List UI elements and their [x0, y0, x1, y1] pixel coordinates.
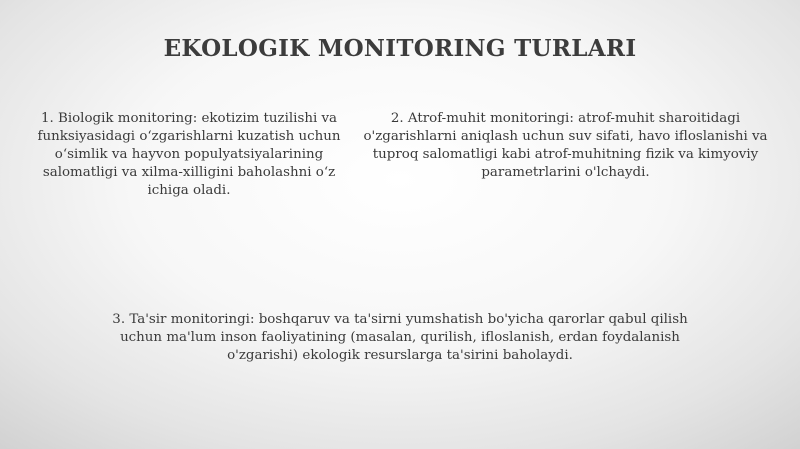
biological-monitoring-text: 1. Biologik monitoring: ekotizim tuzilishi va funksiyasidagi o‘zgarishlarni kuzatish uchun o‘simlik va hayvon populyatsiyalarining salomatligi va xilma-xilligini baholashni o‘z ichiga oladi.: [37, 111, 341, 198]
impact-monitoring-text: 3. Ta'sir monitoringi: boshqaruv va ta'sirni yumshatish bo'yicha qarorlar qabul qilish uchun ma'lum inson faoliyatining (masalan, qurilish, ifloslanish, erdan foydalanish o'zgarishi) ekologik resurslarga ta'sirini baholaydi.: [112, 312, 688, 363]
slide-title: EKOLOGIK MONITORING TURLARI: [163, 35, 637, 62]
environmental-monitoring-text: 2. Atrof-muhit monitoringi: atrof-muhit sharoitidagi o'zgarishlarni aniqlash uchun suv sifati, havo ifloslanishi va tuproq salomatligi kabi atrof-muhitning fizik va kimyoviy parametrlarini o'lchaydi.: [363, 111, 768, 180]
